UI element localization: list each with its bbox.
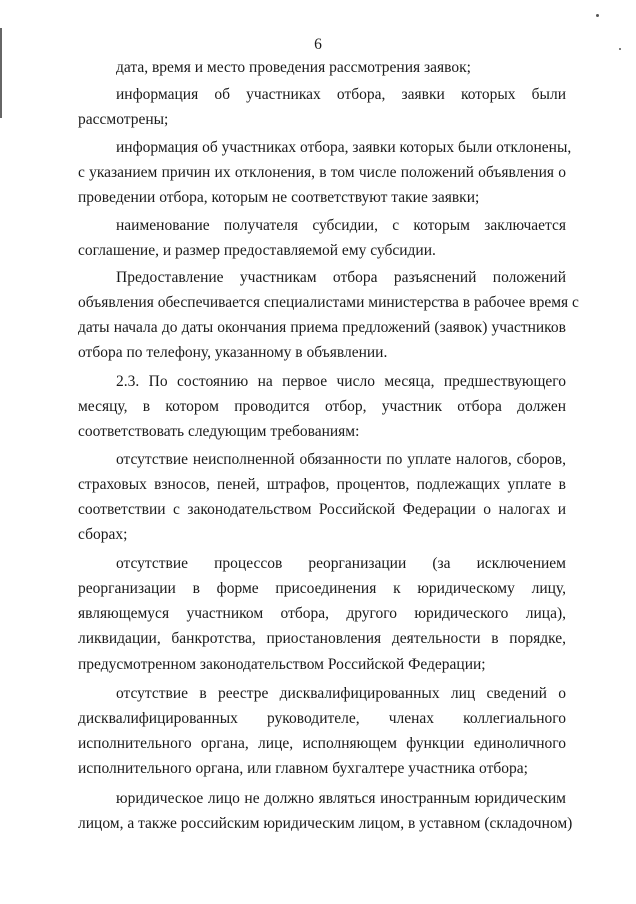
text-line: дата, время и место проведения рассмотрения заявок; bbox=[116, 59, 471, 76]
text-line: информация об участниках отбора, заявки которых были отклонены, bbox=[116, 139, 572, 156]
text-line: предусмотренном законодательством Российской Федерации; bbox=[78, 656, 486, 673]
text-line: отсутствие процессов реорганизации (за исключением bbox=[116, 555, 566, 572]
text-line: проведении отбора, которым не соответствуют такие заявки; bbox=[78, 189, 480, 206]
text-line: отсутствие в реестре дисквалифицированных лиц сведений о bbox=[116, 685, 566, 702]
text-line: исполнительного органа, или главном бухгалтере участника отбора; bbox=[78, 760, 528, 777]
text-line: соответствии с законодательством Российской Федерации о налогах и bbox=[78, 501, 566, 518]
text-line: даты начала до даты окончания приема предложений (заявок) участников bbox=[78, 319, 566, 336]
text-line: исполнительного органа, лице, исполняющем функции единоличного bbox=[78, 735, 566, 752]
text-line: наименование получателя субсидии, с которым заключается bbox=[116, 217, 566, 234]
text-line: реорганизации в форме присоединения к юридическому лицу, bbox=[78, 580, 566, 597]
scan-speck bbox=[596, 14, 599, 17]
text-line: Предоставление участникам отбора разъяснений положений bbox=[116, 269, 566, 286]
text-line: с указанием причин их отклонения, в том числе положений объявления о bbox=[78, 164, 566, 181]
text-line: юридическое лицо не должно являться иностранным юридическим bbox=[116, 790, 566, 807]
text-line: информация об участниках отбора, заявки которых были bbox=[116, 86, 566, 103]
page-number: 6 bbox=[314, 36, 322, 53]
text-line: 2.3. По состоянию на первое число месяца, предшествующего bbox=[116, 373, 566, 390]
text-line: ликвидации, банкротства, приостановления деятельности в порядке, bbox=[78, 630, 566, 647]
text-line: лицом, а также российским юридическим лицом, в уставном (складочном) bbox=[78, 815, 573, 832]
text-line: отсутствие неисполненной обязанности по уплате налогов, сборов, bbox=[116, 451, 566, 468]
text-line: соглашение, и размер предоставляемой ему субсидии. bbox=[78, 242, 436, 259]
text-line: отбора по телефону, указанному в объявлении. bbox=[78, 344, 388, 361]
text-line: дисквалифицированных руководителе, членах коллегиального bbox=[78, 710, 566, 727]
text-line: являющемуся участником отбора, другого юридического лица), bbox=[78, 605, 566, 622]
text-line: соответствовать следующим требованиям: bbox=[78, 423, 360, 440]
text-line: объявления обеспечивается специалистами министерства в рабочее время с bbox=[78, 294, 579, 311]
text-line: страховых взносов, пеней, штрафов, процентов, подлежащих уплате в bbox=[78, 476, 566, 493]
text-line: рассмотрены; bbox=[78, 111, 169, 128]
text-line: сборах; bbox=[78, 526, 128, 543]
text-line: месяцу, в котором проводится отбор, участник отбора должен bbox=[78, 398, 566, 415]
